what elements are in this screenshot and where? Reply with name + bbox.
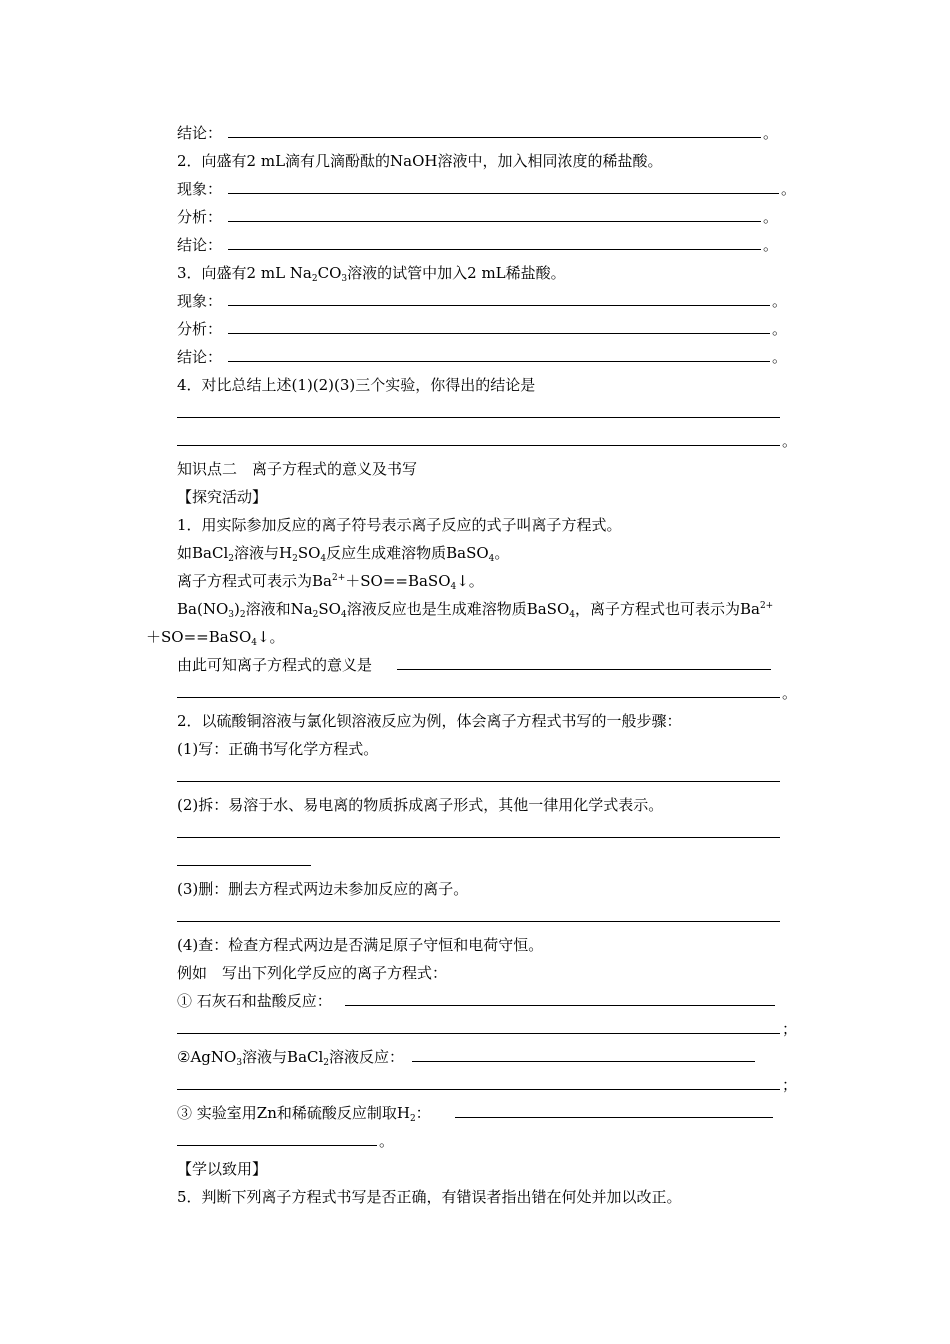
answer-blank[interactable] [228, 249, 761, 250]
paragraph-2: 如BaCl$_2$溶液与$H_2SO_4$反应生成难溶物质BaSO$_4$。 [177, 544, 510, 564]
answer-blank[interactable] [177, 417, 780, 418]
example-1-blank: ； [0, 1015, 950, 1043]
line-q3-analysis: 分析： 。 [177, 320, 788, 338]
step-3-blank [0, 903, 950, 931]
question-4: 4．对比总结上述(1)(2)(3)三个实验，你得出的结论是 [177, 376, 536, 394]
example-2: ②AgNO$_3$溶液与BaCl$_2$溶液反应： [0, 1043, 950, 1071]
answer-blank[interactable] [177, 1145, 377, 1146]
answer-blank[interactable] [228, 137, 761, 138]
example-2-blank: ； [0, 1071, 950, 1099]
paragraph-steps: 2．以硫酸铜溶液与氯化钡溶液反应为例，体会离子方程式书写的一般步骤： [177, 712, 682, 730]
line-q4-blank-2: 。 [0, 427, 950, 455]
answer-blank[interactable] [228, 361, 770, 362]
answer-blank[interactable] [228, 305, 770, 306]
answer-blank[interactable] [345, 1005, 775, 1006]
line-q2-analysis: 分析： 。 [177, 208, 779, 226]
paragraph-5: ＋SO==BaSO$_4$↓。 [146, 628, 285, 648]
answer-blank[interactable] [177, 1033, 780, 1034]
answer-blank[interactable] [177, 837, 780, 838]
line-meaning: 由此可知离子方程式的意义是 [0, 651, 950, 679]
line-conclusion-1: 结论： 。 [0, 119, 950, 147]
line-q2-conclusion: 结论： 。 [177, 236, 779, 254]
answer-blank[interactable] [177, 781, 780, 782]
question-2: 2．向盛有2 mL滴有几滴酚酞的NaOH溶液中，加入相同浓度的稀盐酸。 [177, 152, 663, 170]
answer-blank[interactable] [177, 445, 780, 446]
question-3: 3．向盛有2 mL $Na_2CO_3$溶液的试管中加入2 mL稀盐酸。 [177, 264, 566, 284]
section-heading: 知识点二 离子方程式的意义及书写 [177, 460, 418, 478]
step-2-blank-2 [0, 847, 950, 875]
step-2: (2)拆：易溶于水、易电离的物质拆成离子形式，其他一律用化学式表示。 [177, 796, 664, 814]
line-meaning-blank: 。 [0, 679, 950, 707]
answer-blank[interactable] [177, 865, 311, 866]
answer-blank[interactable] [412, 1061, 755, 1062]
question-5: 5．判断下列离子方程式书写是否正确，有错误者指出错在何处并加以改正。 [177, 1188, 682, 1206]
answer-blank[interactable] [177, 921, 780, 922]
line-q3-phenomenon: 现象： 。 [177, 292, 788, 310]
step-1-blank [0, 763, 950, 791]
line-q2-phenomenon: 现象： 。 [177, 180, 797, 198]
activity-heading: 【探究活动】 [177, 488, 268, 506]
step-1: (1)写：正确书写化学方程式。 [177, 740, 379, 758]
answer-blank[interactable] [177, 697, 780, 698]
answer-blank[interactable] [228, 221, 761, 222]
paragraph-1: 1．用实际参加反应的离子符号表示离子反应的式子叫离子方程式。 [177, 516, 622, 534]
paragraph-4: $Ba(NO_3)_2$溶液和$Na_2SO_4$溶液反应也是生成难溶物质BaSO$_4$，离子方程式也可表示为$Ba^{2+}$ [177, 600, 774, 620]
example-1: ① 石灰石和盐酸反应： [0, 987, 950, 1015]
step-4: (4)查：检查方程式两边是否满足原子守恒和电荷守恒。 [177, 936, 544, 954]
apply-heading: 【学以致用】 [177, 1160, 268, 1178]
example-3-blank: 。 [0, 1127, 950, 1155]
answer-blank[interactable] [228, 333, 770, 334]
step-2-blank-1 [0, 819, 950, 847]
step-3: (3)删：删去方程式两边未参加反应的离子。 [177, 880, 469, 898]
answer-blank[interactable] [177, 1089, 780, 1090]
line-q4-blank-1 [0, 399, 950, 427]
example-heading: 例如 写出下列化学反应的离子方程式： [177, 964, 448, 982]
answer-blank[interactable] [397, 669, 771, 670]
answer-blank[interactable] [455, 1117, 773, 1118]
example-3: ③ 实验室用Zn和稀硫酸反应制取$H_2$： [0, 1099, 950, 1127]
paragraph-3: 离子方程式可表示为$Ba^{2+}+SO==BaSO_4↓$。 [177, 572, 484, 592]
answer-blank[interactable] [228, 193, 779, 194]
label-conclusion: 结论： [177, 124, 223, 142]
line-q3-conclusion: 结论： 。 [177, 348, 788, 366]
